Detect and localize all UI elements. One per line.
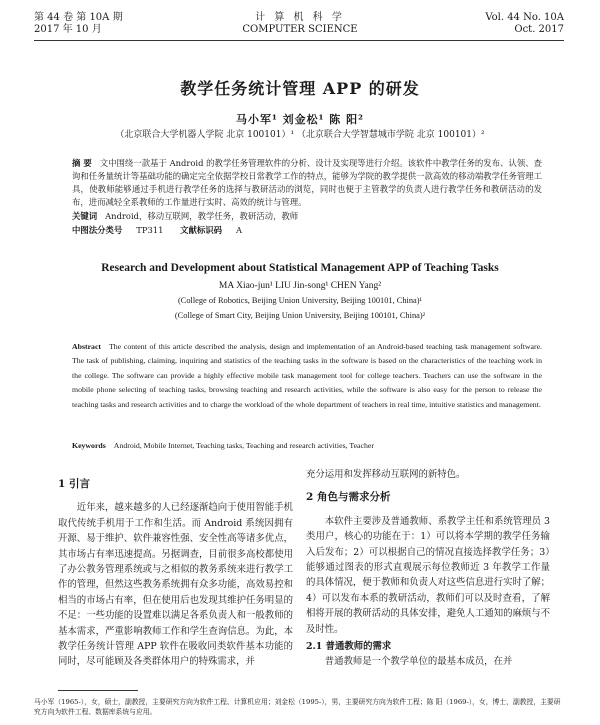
journal-name-cn: 计 算 机 科 学 [255, 12, 345, 23]
body-column-right [306, 467, 550, 670]
section-1-heading: 1 引言 [58, 478, 90, 490]
keywords-en-label: Keywords [72, 441, 106, 450]
author-footnote: 马小军（1965-），女，硕士，副教授，主要研究方向为软件工程、计算机应用；刘金松（1995-），男，主要研究方向为软件工程；陈 阳（1969-），女，博士，副教授，主要研究方向为软件工程、数据库系统与应用。 [34, 698, 561, 716]
keywords-en [72, 440, 542, 452]
abstract-cn-label: 摘 要 [72, 158, 92, 168]
doc-code-value: A [236, 225, 243, 235]
journal-date-cn: 2017 年 10 月 [34, 24, 102, 35]
paper-affiliations: （北京联合大学机器人学院 北京 100101）¹ （北京联合大学智慧城市学院 北京 100101）² [115, 130, 485, 140]
keywords-cn [72, 210, 542, 222]
classification-info [72, 224, 542, 236]
subsection-2-1-paragraph: 普通教师是一个教学单位的最基本成员，在并 [324, 656, 513, 668]
abstract-en [72, 340, 542, 412]
abstract-cn [72, 157, 542, 209]
affiliation-en-2: (College of Smart City, Beijing Union University, Beijing 100101, China)² [174, 311, 426, 320]
affiliation-en-1: (College of Robotics, Beijing Union University, Beijing 100101, China)¹ [177, 296, 423, 305]
paper-authors-en: MA Xiao-jun¹ LIU Jin-song¹ CHEN Yang² [218, 281, 382, 291]
clc-value: TP311 [136, 225, 164, 235]
paper-title-en: Research and Development about Statistical Management APP of Teaching Tasks [101, 262, 499, 274]
paper-authors: 马小军¹ 刘金松¹ 陈 阳² [236, 113, 364, 126]
journal-date-en: Oct. 2017 [514, 24, 564, 35]
doc-code-label: 文献标识码 [180, 225, 223, 235]
keywords-cn-label: 关键词 [72, 211, 98, 221]
abstract-cn-text: 文中围绕一款基于 Android 的教学任务管理软件的分析、设计及实现等进行介绍。该软件中教学任务的发布、认领、查询和任务量统计等基础功能的确定完全依据学校日常教学工作的特点，能够为学院的教学提供一款高效的移动端教学任务管理工具，使教师能够通过手机进行教学任务的选择与教研活动的浏览，同时也便于主管教学的负责人进行教学任务和教研活动的发布，进而减轻全系教师的工作量进行实时、高效的统计与管理。 [72, 158, 542, 207]
section-1-continuation: 充分运用和发挥移动互联网的新特色。 [306, 469, 466, 480]
journal-issue-en: Vol. 44 No. 10A [485, 12, 564, 23]
header-rule [34, 40, 564, 41]
abstract-en-label: Abstract [72, 342, 102, 351]
footnote-rule [58, 690, 138, 691]
section-1-paragraph: 近年来，越来越多的人已经逐渐趋向于使用智能手机取代传统手机用于工作和生活。而 Android 系统因拥有开源、易于维护、软件兼容性强、安全性高等诸多优点，其市场占有率迅速提高。另据调查，目前很多高校都使用了办公教务管理系统或与之相似的教务系统来进行教学工作的管理，但然这些教务系统拥有众多功能，高效易控和相当的市场占有率，但在使用后也发现其维护任务明显的不足：一些功能的设置难以满足各系负责人和一般教师的基本需求，严重影响教师工作和学生查询信息。为此，本教学任务统计管理 APP 软件在吸收同类软件基本功能的同时，尽可能顾及各类群体用户的特殊需求，并 [58, 502, 293, 668]
keywords-cn-text: Android，移动互联网，教学任务，教研活动，教师 [105, 211, 299, 221]
section-2-paragraph: 本软件主要涉及普通教师、系教学主任和系统管理员 3 类用户，核心的功能在于：1）可以将本学期的教学任务输入后发布；2）可以根据自己的情况直接选择教学任务；3）能够通过图表的形式直观展示每位教师近 3 年教学工作量的具体情况，便于教师和负责人对这些信息进行实时了解；4）可以发布本系的教研活动，教师们可以及时查看，了解相将开展的教研活动的具体安排，避免人工通知的麻烦与不及时性。 [306, 515, 550, 635]
body-column-left [58, 477, 293, 670]
section-2-heading: 2 角色与需求分析 [306, 491, 391, 504]
journal-name-en: COMPUTER SCIENCE [242, 24, 358, 35]
keywords-en-text: Android, Mobile Internet, Teaching tasks, Teaching and research activities, Teacher [113, 441, 374, 450]
abstract-en-text: The content of this article described the analysis, design and implementation of an Android-based teaching task management software. The task of publishing, claiming, inquiring and statistics of the teaching tasks in the software is based on the characteristics of the teaching work in the college. The software can provide a highly effective mobile task management tool for college teachers. Teachers can use the software in the mobile phone selecting of teaching tasks, browsing teaching and research activities, while the software is also easy for the person to release the teaching tasks and research activities and to charge the workload of the whole department of teachers in real time, intuitive statistics and management. [72, 342, 542, 409]
journal-volume: 第 44 卷 第 10A 期 [34, 12, 123, 23]
paper-title: 教学任务统计管理 APP 的研发 [180, 79, 420, 98]
subsection-2-1-heading: 2.1 普通教师的需求 [306, 641, 392, 653]
clc-label: 中图法分类号 [72, 225, 123, 235]
journal-issue-info [485, 12, 564, 36]
